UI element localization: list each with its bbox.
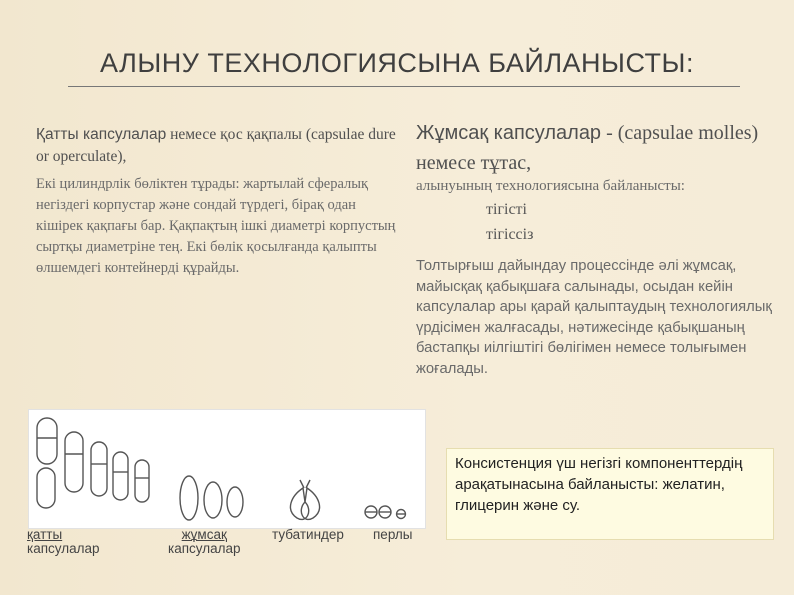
soft-capsules-term: Жұмсақ капсулалар [416, 122, 602, 144]
title-underline [68, 86, 740, 87]
hard-capsules-heading [36, 124, 396, 168]
consistency-note: Консистенция үш негізгі компоненттердің арақатынасына байланысты: желатин, глицерин және су. [446, 448, 774, 540]
slide-title: АЛЫНУ ТЕХНОЛОГИЯСЫНА БАЙЛАНЫСТЫ: [100, 48, 694, 78]
soft-capsules-heading-rest: - (capsulae molles) немесе тұтас, [416, 122, 759, 174]
caption-soft-line1: жұмсақ [181, 527, 227, 542]
soft-capsules-drawing [180, 476, 243, 520]
caption-hard-line2: капсулалар [27, 541, 100, 556]
soft-capsules-heading [416, 118, 776, 178]
soft-capsules-description: Толтырғыш дайындау процессінде әлі жұмсақ, майысқақ қабықшаға салынады, осыдан кейін капсулалар ары қарай қалыптаудың технологиялық үрдісімен жалғасады, нәтижесінде қабықшаның бастапқы иілгіштігі бөлігімен немесе толығымен жоғалады. [416, 258, 772, 377]
hard-capsules-description: Екі цилиндрлік бөліктен тұрады: жартылай сфералық негіздегі корпустар және сондай түрдегі, бірақ одан кішірек қақпағы бар. Қақпақтың ішкі диаметрі корпустың сыртқы диаметріне тең. Екі бөлік қосылғанда қалыпты өлшемдегі контейнерді құрайды. [36, 176, 396, 276]
soft-capsules-subheading: алынуының технологиясына байланысты: [416, 178, 685, 194]
capsule-drawings [29, 410, 425, 528]
caption-soft-capsules [168, 528, 241, 556]
capsule-types-figure [28, 409, 426, 529]
soft-type-seamless: тігіссіз [486, 226, 534, 243]
caption-soft-line2: капсулалар [168, 541, 241, 556]
hard-capsules-drawing [37, 418, 149, 508]
soft-type-seamed: тігісті [486, 201, 527, 218]
hard-capsules-term: Қатты капсулалар [36, 126, 167, 143]
caption-hard-capsules [27, 528, 100, 556]
tube-capsules-drawing [290, 480, 319, 519]
caption-hard-line1: қатты [27, 527, 63, 542]
pearl-capsules-drawing [365, 506, 406, 519]
hard-capsules-heading-rest: немесе қос қақпалы (capsulae dure or operculate), [36, 126, 396, 165]
caption-pearls: перлы [373, 527, 413, 542]
caption-tubes: тубатиндер [272, 527, 344, 542]
